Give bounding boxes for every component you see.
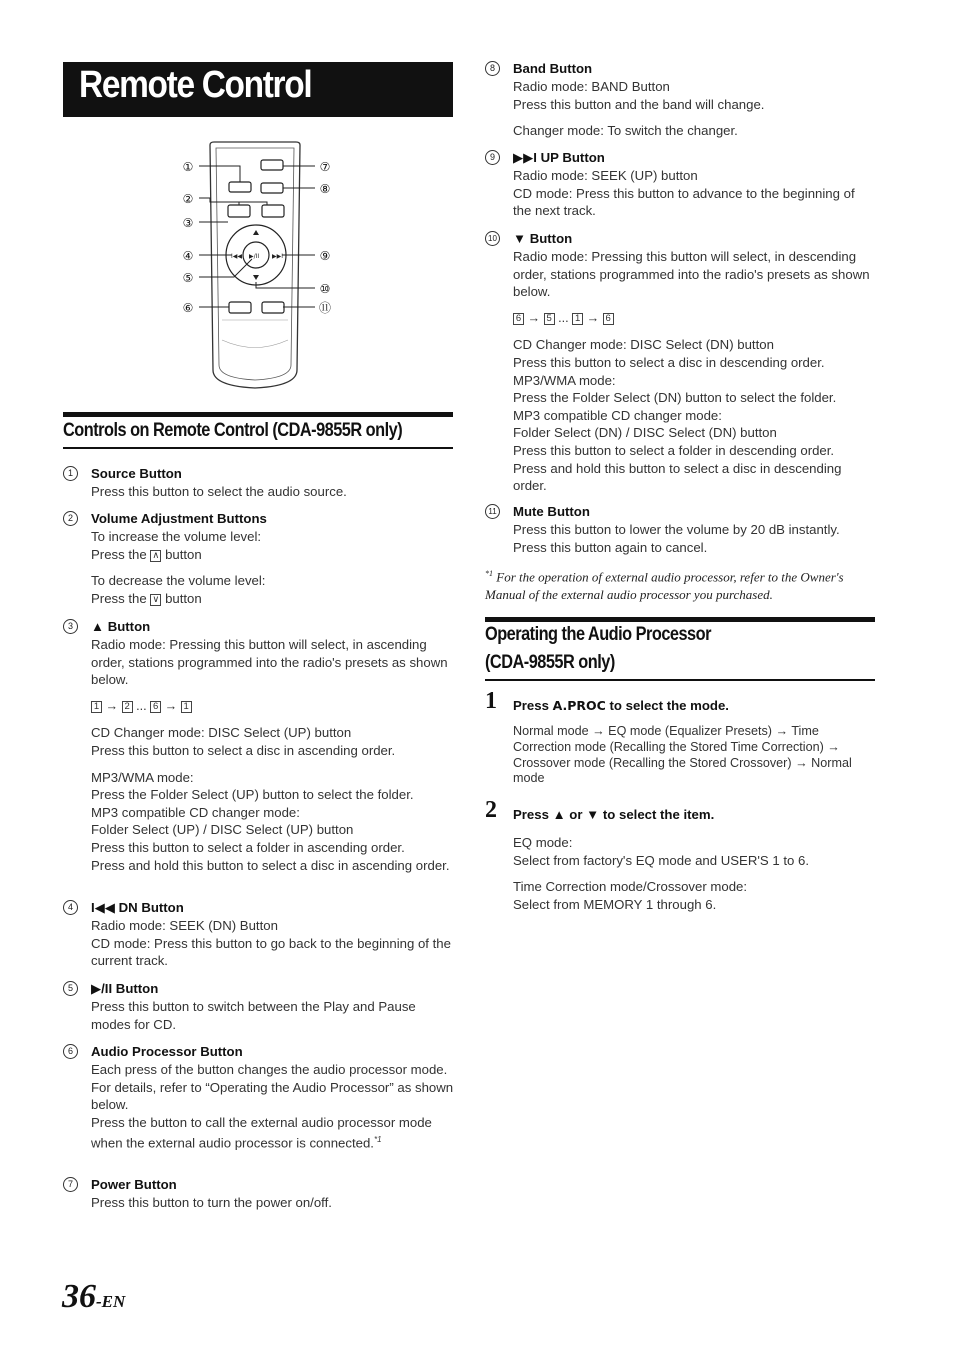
item-text: Press this button to lower the volume by 20 dB instantly. <box>513 522 840 537</box>
preset-box: 1 <box>572 313 583 325</box>
text-fragment: to select the mode. <box>605 698 729 713</box>
item-title: Audio Processor Button <box>91 1044 243 1059</box>
up-key-symbol: ∧ <box>150 550 161 562</box>
audio-proc-button-graphic <box>229 302 251 313</box>
item-title: ▼ Button <box>513 231 573 246</box>
callout-2: ② <box>182 192 194 206</box>
item-text <box>91 1114 457 1153</box>
preset-box: 1 <box>91 701 102 713</box>
section1-heading <box>63 417 453 445</box>
source-button-graphic <box>229 182 251 192</box>
item-number: 2 <box>63 511 78 526</box>
item-number: 1 <box>63 466 78 481</box>
svg-text:I◀◀: I◀◀ <box>231 253 242 260</box>
page-number <box>62 1278 125 1316</box>
footnote-mark: *1 <box>485 569 493 578</box>
item-title: ▶/II Button <box>91 981 159 996</box>
mute-button-graphic <box>262 302 284 313</box>
item-text: Folder Select (UP) / DISC Select (UP) button <box>91 822 354 838</box>
item-text: Press this button again to cancel. <box>513 539 708 555</box>
section2-title-line2: (CDA-9855R only) <box>485 652 615 673</box>
item-text: Radio mode: Pressing this button will select, in ascending order, stations programmed into the radio's presets as shown below. <box>91 637 448 688</box>
item-title: I◀◀ DN Button <box>91 900 184 915</box>
text-fragment: button <box>165 546 202 562</box>
callout-4: ④ <box>182 249 194 263</box>
item-text: Press this button to select a disc in descending order. <box>513 354 825 370</box>
footnote <box>485 565 875 603</box>
callout-11: ⑪ <box>318 301 332 315</box>
item-text: Press this button and the band will change. <box>513 96 765 112</box>
preset-box: 6 <box>150 701 161 713</box>
item-text: Press the Folder Select (UP) button to select the folder. <box>91 787 414 803</box>
step-heading: Press ▲ or ▼ to select the item. <box>513 807 715 822</box>
page-suffix: -EN <box>96 1292 126 1311</box>
band-button-graphic <box>261 183 283 193</box>
item-text: Radio mode: Pressing this button will select, in descending order, stations programmed into the radio's presets as shown below. <box>513 249 870 300</box>
item-text: Press this button to select a disc in ascending order. <box>91 742 396 758</box>
preset-box: 6 <box>513 313 524 325</box>
item-title: ▲ Button <box>91 619 151 634</box>
power-button-graphic <box>261 160 283 170</box>
item-title: Volume Adjustment Buttons <box>91 511 267 526</box>
item-text: Press this button to switch between the Play and Pause modes for CD. <box>91 999 416 1032</box>
item-text: CD Changer mode: DISC Select (UP) button <box>91 725 352 741</box>
step-text: Select from MEMORY 1 through 6. <box>513 896 717 912</box>
item-text: Folder Select (DN) / DISC Select (DN) button <box>513 425 777 441</box>
item-number: 4 <box>63 900 78 915</box>
svg-text:▶▶I: ▶▶I <box>272 253 283 260</box>
item-text: Press this button to select a folder in descending order. <box>513 442 835 458</box>
item-text: For details, refer to “Operating the Audio Processor” as shown below. <box>91 1079 454 1113</box>
item-text: CD mode: Press this button to go back to the beginning of the current track. <box>91 935 451 969</box>
text-fragment: Press the button to call the external audio processor mode when the external audio processor is connected. <box>91 1114 432 1151</box>
item-title: Mute Button <box>513 504 590 519</box>
item-text: Changer mode: To switch the changer. <box>513 123 738 139</box>
callout-5: ⑤ <box>182 271 194 285</box>
volume-up-graphic <box>228 205 250 217</box>
callout-10: ⑩ <box>319 282 331 296</box>
step-number: 2 <box>485 797 497 823</box>
item-text: Press this button to select a folder in ascending order. <box>91 839 405 855</box>
item-number: 7 <box>63 1177 78 1192</box>
volume-down-graphic <box>262 205 284 217</box>
remote-control-illustration <box>170 140 350 390</box>
item-text: Each press of the button changes the audio processor mode. <box>91 1062 448 1077</box>
step-body <box>513 724 873 787</box>
item-text: MP3 compatible CD changer mode: <box>513 407 722 423</box>
item-text: Press the Folder Select (DN) button to select the folder. <box>513 390 837 406</box>
step-heading <box>513 698 729 713</box>
text-fragment: Press the <box>91 590 147 606</box>
item-text: Press this button to select the audio source. <box>91 484 347 499</box>
callout-7: ⑦ <box>319 160 331 174</box>
item-text: CD mode: Press this button to advance to the beginning of the next track. <box>513 185 855 219</box>
item-title: Source Button <box>91 466 182 481</box>
item-text: Radio mode: SEEK (DN) Button <box>91 918 278 933</box>
callout-6: ⑥ <box>182 301 194 315</box>
step-text: Select from factory's EQ mode and USER'S 1 to 6. <box>513 852 810 868</box>
page-title: Remote Control <box>79 64 312 106</box>
text-fragment: Press the <box>91 546 147 562</box>
item-number: 5 <box>63 981 78 996</box>
item-text: To decrease the volume level: <box>91 573 266 589</box>
item-number: 3 <box>63 619 78 634</box>
preset-sequence: 6 → 5 ... 1 → 6 <box>513 310 873 328</box>
item-text: Press and hold this button to select a disc in ascending order. <box>91 857 450 873</box>
item-text <box>91 546 457 564</box>
item-text: CD Changer mode: DISC Select (DN) button <box>513 337 774 353</box>
item-number: 11 <box>485 504 500 519</box>
section2-title-line1: Operating the Audio Processor <box>485 624 711 645</box>
down-key-symbol: ∨ <box>150 594 161 606</box>
item-number: 10 <box>485 231 500 246</box>
preset-box: 2 <box>122 701 133 713</box>
callout-9: ⑨ <box>319 249 331 263</box>
item-title: Band Button <box>513 61 593 76</box>
item-text: MP3/WMA mode: <box>91 769 194 785</box>
aproc-key: A.PROC <box>552 698 606 713</box>
step-body <box>513 834 873 913</box>
item-text: Press and hold this button to select a disc in descending order. <box>513 460 842 494</box>
step-number: 1 <box>485 688 497 714</box>
preset-box: 6 <box>603 313 614 325</box>
text-fragment: Press <box>513 698 553 713</box>
item-title: ▶▶I UP Button <box>513 150 605 165</box>
preset-box: 1 <box>181 701 192 713</box>
item-number: 9 <box>485 150 500 165</box>
section1-title: Controls on Remote Control (CDA-9855R only) <box>63 420 403 441</box>
item-text: To increase the volume level: <box>91 529 262 544</box>
callout-3: ③ <box>182 216 194 230</box>
section2-heading <box>485 621 875 677</box>
item-text: MP3/WMA mode: <box>513 372 616 388</box>
item-text: Radio mode: BAND Button <box>513 79 670 94</box>
preset-box: 5 <box>544 313 555 325</box>
item-number: 8 <box>485 61 500 76</box>
section1-bottom-rule <box>63 447 453 449</box>
footnote-text: For the operation of external audio processor, refer to the Owner's Manual of the external audio processor you purchased. <box>485 569 844 602</box>
page-number-value: 36 <box>62 1278 96 1315</box>
item-number: 6 <box>63 1044 78 1059</box>
item-title: Power Button <box>91 1177 177 1192</box>
callout-1: ① <box>182 160 194 174</box>
step-text: Time Correction mode/Crossover mode: <box>513 879 748 895</box>
item-text <box>91 590 457 608</box>
step-text: Normal mode → EQ mode (Equalizer Presets) → Time Correction mode (Recalling the Stored Time Correction) → Crossover mode (Recalling the Stored Crossover) → Normal mode <box>513 724 852 786</box>
preset-sequence: 1 → 2 ... 6 → 1 <box>91 698 457 716</box>
step-text: EQ mode: <box>513 835 573 850</box>
item-text: Radio mode: SEEK (UP) button <box>513 168 698 183</box>
item-text: MP3 compatible CD changer mode: <box>91 804 300 820</box>
section2-bottom-rule <box>485 679 875 681</box>
callout-8: ⑧ <box>319 182 331 196</box>
text-fragment: button <box>165 590 202 606</box>
page-title-banner <box>63 62 453 117</box>
svg-text:▶/II: ▶/II <box>249 253 260 260</box>
item-text: Press this button to turn the power on/off. <box>91 1195 332 1210</box>
footnote-mark: *1 <box>373 1135 382 1145</box>
